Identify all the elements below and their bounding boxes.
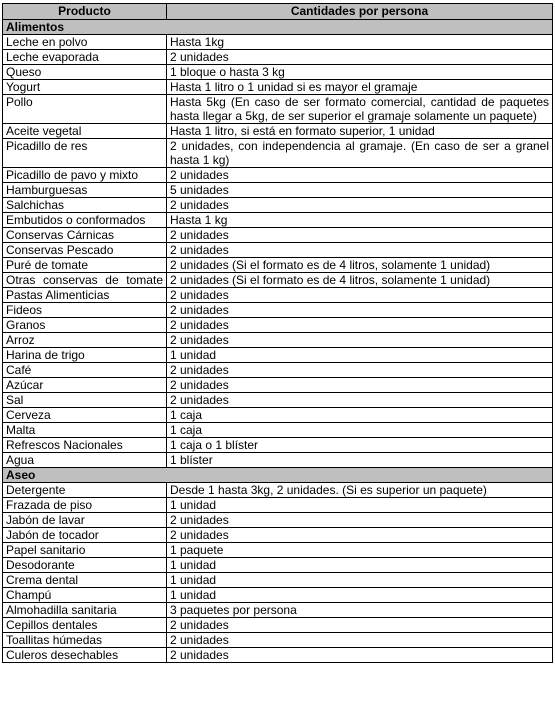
table-row	[3, 333, 553, 348]
table-row	[3, 183, 553, 198]
quantity-cell: 1 unidad	[167, 498, 553, 513]
quantity-cell: Hasta 1kg	[167, 35, 553, 50]
table-row	[3, 498, 553, 513]
table-row	[3, 198, 553, 213]
table-row	[3, 588, 553, 603]
product-cell: Pastas Alimenticias	[3, 288, 167, 303]
table-row	[3, 513, 553, 528]
table-row	[3, 423, 553, 438]
quantity-cell: 2 unidades	[167, 198, 553, 213]
table-row	[3, 243, 553, 258]
product-cell: Almohadilla sanitaria	[3, 603, 167, 618]
product-cell: Culeros desechables	[3, 648, 167, 663]
table-row	[3, 363, 553, 378]
product-cell: Cerveza	[3, 408, 167, 423]
product-cell: Malta	[3, 423, 167, 438]
product-cell: Granos	[3, 318, 167, 333]
quantity-cell: 1 blíster	[167, 453, 553, 468]
table-row	[3, 438, 553, 453]
product-cell: Champú	[3, 588, 167, 603]
product-cell: Harina de trigo	[3, 348, 167, 363]
table-row	[3, 543, 553, 558]
product-cell: Embutidos o conformados	[3, 213, 167, 228]
section-title: Alimentos	[3, 20, 553, 35]
quantity-cell: 2 unidades	[167, 228, 553, 243]
table-row	[3, 633, 553, 648]
header-product: Producto	[3, 4, 167, 20]
quantity-cell: 2 unidades	[167, 288, 553, 303]
product-cell: Hamburguesas	[3, 183, 167, 198]
product-cell: Salchichas	[3, 198, 167, 213]
section-row	[3, 20, 553, 35]
product-cell: Picadillo de res	[3, 139, 167, 168]
product-cell: Detergente	[3, 483, 167, 498]
quantity-cell: 2 unidades	[167, 333, 553, 348]
table-row	[3, 408, 553, 423]
table-row	[3, 618, 553, 633]
section-row	[3, 468, 553, 483]
quantity-cell: Hasta 1 litro, si está en formato superior, 1 unidad	[167, 124, 553, 139]
quantity-cell: 1 caja	[167, 408, 553, 423]
quantity-cell: 2 unidades (Si el formato es de 4 litros, solamente 1 unidad)	[167, 273, 553, 288]
table-row	[3, 168, 553, 183]
quantity-cell: 2 unidades, con independencia al gramaje. (En caso de ser a granel hasta 1 kg)	[167, 139, 553, 168]
section-title: Aseo	[3, 468, 553, 483]
product-cell: Frazada de piso	[3, 498, 167, 513]
product-cell: Conservas Cárnicas	[3, 228, 167, 243]
table-row	[3, 258, 553, 273]
table-row	[3, 483, 553, 498]
product-cell: Otras conservas de tomate	[3, 273, 167, 288]
quantity-cell: Desde 1 hasta 3kg, 2 unidades. (Si es superior un paquete)	[167, 483, 553, 498]
quantity-cell: 2 unidades (Si el formato es de 4 litros, solamente 1 unidad)	[167, 258, 553, 273]
product-cell: Fideos	[3, 303, 167, 318]
quantity-cell: 1 unidad	[167, 558, 553, 573]
table-row	[3, 139, 553, 168]
table-row	[3, 318, 553, 333]
table-row	[3, 50, 553, 65]
table-row	[3, 603, 553, 618]
quantities-table	[2, 3, 553, 663]
quantity-cell: Hasta 1 litro o 1 unidad si es mayor el gramaje	[167, 80, 553, 95]
product-cell: Aceite vegetal	[3, 124, 167, 139]
product-cell: Café	[3, 363, 167, 378]
header-row	[3, 4, 553, 20]
quantity-cell: Hasta 1 kg	[167, 213, 553, 228]
quantity-cell: 2 unidades	[167, 513, 553, 528]
quantity-cell: 1 bloque o hasta 3 kg	[167, 65, 553, 80]
table-row	[3, 80, 553, 95]
table-row	[3, 124, 553, 139]
table-row	[3, 348, 553, 363]
quantity-cell: 1 unidad	[167, 588, 553, 603]
table-row	[3, 378, 553, 393]
header-quantity: Cantidades por persona	[167, 4, 553, 20]
product-cell: Conservas Pescado	[3, 243, 167, 258]
table-row	[3, 558, 553, 573]
table-row	[3, 95, 553, 124]
product-cell: Desodorante	[3, 558, 167, 573]
product-cell: Cepillos dentales	[3, 618, 167, 633]
table-row	[3, 228, 553, 243]
table-row	[3, 648, 553, 663]
quantity-cell: 2 unidades	[167, 50, 553, 65]
quantity-cell: 2 unidades	[167, 303, 553, 318]
table-row	[3, 273, 553, 288]
table-row	[3, 303, 553, 318]
quantity-cell: 2 unidades	[167, 528, 553, 543]
table-row	[3, 288, 553, 303]
table-row	[3, 213, 553, 228]
product-cell: Refrescos Nacionales	[3, 438, 167, 453]
product-cell: Jabón de lavar	[3, 513, 167, 528]
quantity-cell: 3 paquetes por persona	[167, 603, 553, 618]
quantity-cell: 2 unidades	[167, 648, 553, 663]
product-cell: Jabón de tocador	[3, 528, 167, 543]
product-cell: Leche evaporada	[3, 50, 167, 65]
table-row	[3, 35, 553, 50]
quantity-cell: 1 paquete	[167, 543, 553, 558]
quantity-cell: 2 unidades	[167, 393, 553, 408]
product-cell: Crema dental	[3, 573, 167, 588]
table-row	[3, 573, 553, 588]
quantity-cell: 2 unidades	[167, 318, 553, 333]
product-cell: Leche en polvo	[3, 35, 167, 50]
product-cell: Papel sanitario	[3, 543, 167, 558]
quantity-cell: 2 unidades	[167, 618, 553, 633]
product-cell: Yogurt	[3, 80, 167, 95]
quantity-cell: 5 unidades	[167, 183, 553, 198]
quantity-cell: 2 unidades	[167, 168, 553, 183]
product-cell: Arroz	[3, 333, 167, 348]
quantity-cell: 1 unidad	[167, 348, 553, 363]
quantity-cell: 1 caja	[167, 423, 553, 438]
quantity-cell: Hasta 5kg (En caso de ser formato comercial, cantidad de paquetes hasta llegar a 5kg, de ser superior el gramaje solamente un paquete)	[167, 95, 553, 124]
product-cell: Azúcar	[3, 378, 167, 393]
quantity-cell: 2 unidades	[167, 363, 553, 378]
product-cell: Toallitas húmedas	[3, 633, 167, 648]
product-cell: Picadillo de pavo y mixto	[3, 168, 167, 183]
quantity-cell: 2 unidades	[167, 243, 553, 258]
product-cell: Agua	[3, 453, 167, 468]
table-row	[3, 65, 553, 80]
table-row	[3, 528, 553, 543]
table-row	[3, 453, 553, 468]
document-page	[2, 3, 552, 663]
quantity-cell: 2 unidades	[167, 378, 553, 393]
quantity-cell: 2 unidades	[167, 633, 553, 648]
product-cell: Pollo	[3, 95, 167, 124]
product-cell: Sal	[3, 393, 167, 408]
product-cell: Queso	[3, 65, 167, 80]
quantity-cell: 1 caja o 1 blíster	[167, 438, 553, 453]
table-row	[3, 393, 553, 408]
product-cell: Puré de tomate	[3, 258, 167, 273]
quantity-cell: 1 unidad	[167, 573, 553, 588]
